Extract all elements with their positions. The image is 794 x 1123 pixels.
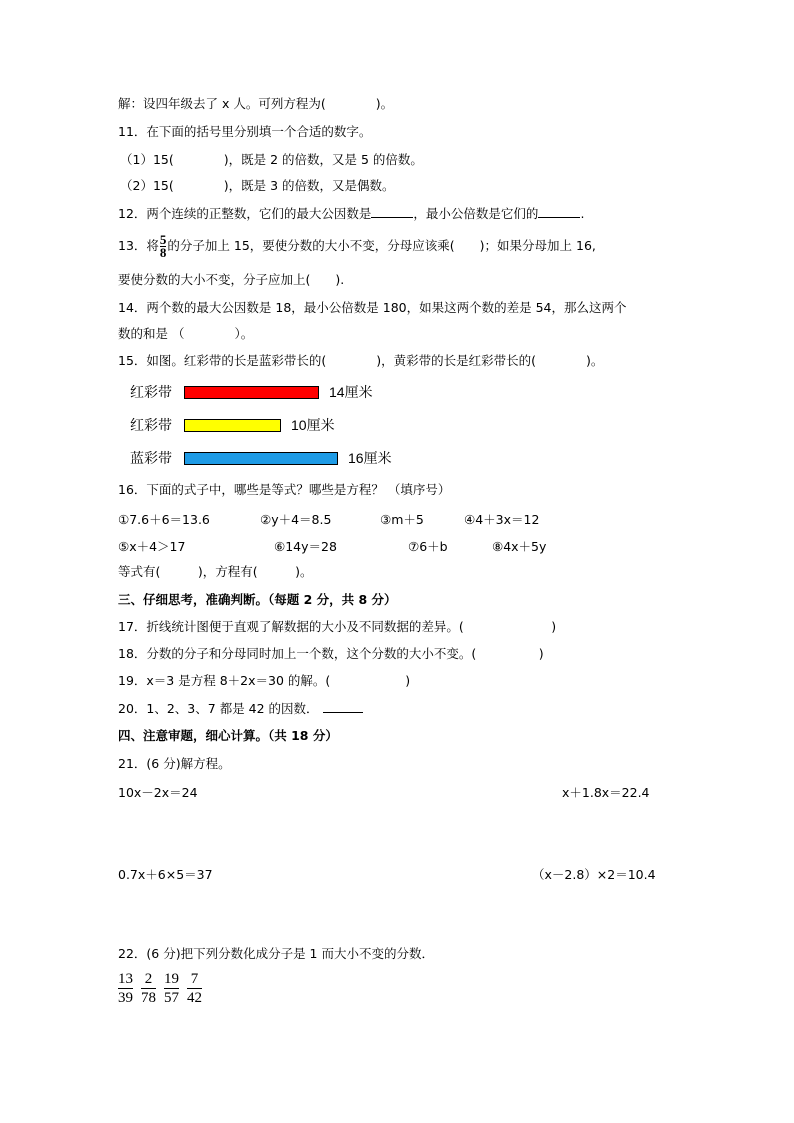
fraction-denominator: 78 [141, 990, 156, 1006]
q12-line [118, 205, 584, 222]
q19-line: 19．x＝3 是方程 8＋2x＝30 的解。( ) [118, 673, 411, 688]
ribbon-length-2: 10厘米 [291, 417, 335, 433]
q21-eq-2: x＋1.8x＝22.4 [562, 785, 650, 800]
q16-item-1: ①7.6＋6＝13.6 [118, 512, 210, 527]
q16-item-2: ②y＋4＝8.5 [260, 512, 332, 527]
q22-fraction-1 [118, 970, 133, 1007]
q22-fraction-2 [141, 970, 156, 1007]
ribbon-label-3: 蓝彩带 [130, 450, 172, 466]
ribbon-bar-yellow [184, 419, 281, 432]
q16-item-3: ③m＋5 [380, 512, 424, 527]
q21-eq-1: 10x－2x＝24 [118, 785, 198, 800]
q13-line1 [118, 232, 596, 260]
q11-a: （1）15( )，既是 2 的倍数，又是 5 的倍数。 [120, 152, 423, 167]
ribbon-label-1: 红彩带 [130, 384, 172, 400]
q22-fraction-3 [164, 970, 179, 1007]
fraction-numerator: 19 [164, 971, 179, 987]
q13-fraction [160, 234, 167, 259]
q21-eq-3: 0.7x＋6×5＝37 [118, 867, 213, 882]
q15-line: 15．如图。红彩带的长是蓝彩带长的( )，黄彩带的长是红彩带长的( )。 [118, 353, 604, 368]
q16-stem: 16．下面的式子中，哪些是等式？哪些是方程？ （填序号） [118, 482, 451, 497]
q13-fraction-num: 5 [159, 232, 167, 247]
q12-mid: ，最小公倍数是它们的 [413, 206, 539, 221]
q13-fraction-den: 8 [159, 245, 167, 260]
ribbon-bar-red [184, 386, 319, 399]
q13-line2: 要使分数的大小不变，分子应加上( ). [118, 272, 345, 287]
q11-b: （2）15( )，既是 3 的倍数，又是偶数。 [120, 178, 395, 193]
q10-line: 解：设四年级去了 x 人。可列方程为( )。 [118, 96, 394, 111]
q17-line: 17．折线统计图便于直观了解数据的大小及不同数据的差异。( ) [118, 619, 557, 634]
q20-blank[interactable] [323, 700, 363, 713]
q14-line1: 14．两个数的最大公因数是 18，最小公倍数是 180，如果这两个数的差是 54，那么这两个 [118, 300, 627, 315]
q22-fractions [118, 970, 202, 1007]
q22-stem: 22．(6 分)把下列分数化成分子是 1 而大小不变的分数． [118, 946, 434, 961]
fraction-numerator: 7 [190, 971, 199, 987]
q13-pre: 13．将 [118, 238, 159, 253]
q11-stem: 11．在下面的括号里分别填一个合适的数字。 [118, 124, 372, 139]
q16-item-4: ④4＋3x＝12 [464, 512, 540, 527]
q21-eq-4: （x－2.8）×2＝10.4 [532, 867, 656, 882]
fraction-numerator: 2 [144, 971, 153, 987]
q16-item-7: ⑦6＋b [408, 539, 448, 554]
fraction-denominator: 39 [118, 990, 133, 1006]
q21-stem: 21．(6 分)解方程。 [118, 756, 231, 771]
q18-line: 18．分数的分子和分母同时加上一个数，这个分数的大小不变。( ) [118, 646, 544, 661]
q22-fraction-4 [187, 970, 202, 1007]
ribbon-bar-blue [184, 452, 338, 465]
fraction-denominator: 42 [187, 990, 202, 1006]
ribbon-length-3: 16厘米 [348, 450, 392, 466]
q12-blank-1[interactable] [371, 205, 413, 218]
fraction-numerator: 13 [118, 971, 133, 987]
section-3-title: 三、仔细思考，准确判断。（每题 2 分，共 8 分） [118, 592, 397, 607]
section-4-title: 四、注意审题，细心计算。（共 18 分） [118, 728, 338, 743]
q12-end: . [580, 206, 585, 221]
q14-line2: 数的和是 （ ）。 [118, 326, 254, 341]
q16-item-8: ⑧4x＋5y [492, 539, 547, 554]
q20-text: 20．1、2、3、7 都是 42 的因数． [118, 701, 319, 716]
q16-item-6: ⑥14y＝28 [274, 539, 337, 554]
ribbon-label-2: 红彩带 [130, 417, 172, 433]
ribbon-length-1: 14厘米 [329, 384, 373, 400]
q16-item-5: ⑤x＋4＞17 [118, 539, 186, 554]
q13-post: 的分子加上 15，要使分数的大小不变，分母应该乘( )；如果分母加上 16, [167, 238, 596, 253]
q16-answer: 等式有( )，方程有( )。 [118, 564, 313, 579]
q20-line [118, 700, 363, 717]
q12-pre: 12．两个连续的正整数，它们的最大公因数是 [118, 206, 372, 221]
fraction-denominator: 57 [164, 990, 179, 1006]
q12-blank-2[interactable] [538, 205, 580, 218]
